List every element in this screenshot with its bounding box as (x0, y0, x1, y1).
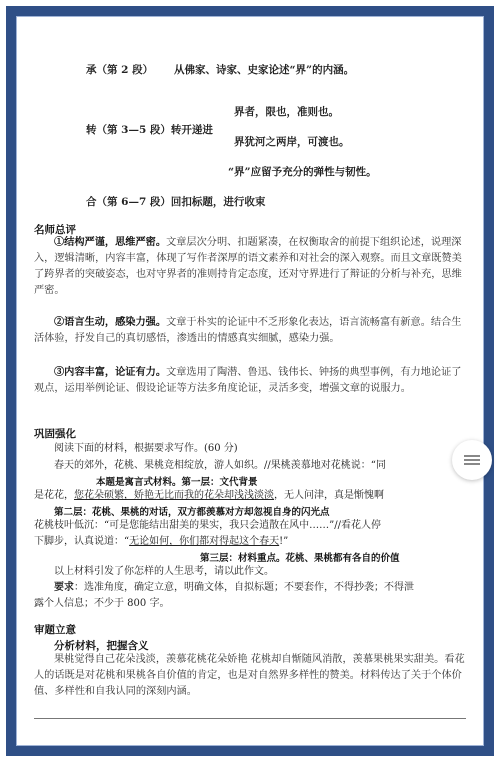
layer-2-note: 第二层：花桃、果桃的对话，双方都羡慕对方却忽视自身的闪光点 (54, 507, 330, 518)
practice-title: 巩固强化 (34, 428, 76, 440)
review-text-2: 文章于朴实的论证中不乏形象化表达，语言流畅富有新意。结合生活体验，抒发自己的真切感悟，渗透出的情感真实细腻，感染力强。 (34, 317, 462, 344)
bottom-divider (34, 718, 466, 719)
zhuan-item-2: 界犹河之两岸，可渡也。 (234, 136, 350, 148)
requirement-text-1: ：选准角度，确定立意，明确文体，自拟标题；不要套作，不得抄袭；不得泄 (74, 582, 414, 593)
cheng-label: 承（第 2 段） (86, 64, 154, 76)
document-page (34, 28, 464, 728)
zhuan-item-3: “界”应留予充分的弹性与韧性。 (228, 166, 377, 178)
review-paragraph-2 (34, 314, 466, 347)
material-line-3: 花桃枝叶低沉：“可是您能结出甜美的果实，我只会逍散在风中……”//看花人停 (34, 520, 381, 531)
hamburger-menu-icon[interactable] (452, 440, 492, 480)
analysis-paragraph: 果桃觉得自己花朵浅淡，羡慕花桃花朵娇艳 花桃却自惭随风消散，羡慕果桃果实甜美。看花人的话既是对花桃和果桃各自价值的肯定，也是对自然界多样性的赞美。材料传达了关于个体价值、多样性和自我认同的深刻内涵。 (34, 654, 465, 697)
material-line-5: 以上材料引发了你怎样的人生思考，请以此作文。 (54, 566, 274, 577)
review-point-1: ①结构严谨，思维严密。 (54, 236, 167, 248)
review-point-3: ③内容丰富，论证有力。 (54, 366, 167, 378)
material-line-1: 春天的郊外，花桃、果桃竞相绽放，游人如织。//果桃羡慕地对花桃说：“同 (54, 460, 386, 471)
review-text-3: 文章选用了陶潜、鲁迅、钱伟长、钟扬的典型事例，有力地论证了观点，运用举例论证、假设论证等方法多角度论证，灵活多变，增强文章的说服力。 (34, 367, 462, 394)
material-line-4-end: !” (279, 536, 289, 547)
review-title: 名师总评 (34, 224, 76, 236)
layer-3-note: 第三层：材料重点。花桃、果桃都有各自的价值 (200, 553, 400, 564)
review-paragraph-3 (34, 364, 466, 397)
material-line-2-start: 是花花， (34, 490, 74, 501)
cheng-description: 从佛家、诗家、史家论述“界”的内涵。 (174, 64, 355, 76)
analysis-title: 审题立意 (34, 624, 76, 636)
review-text-1: 文章层次分明、扣题紧凑，在权衡取舍的前提下组织论述，说理深入，逻辑清晰，内容丰富，体现了写作者深厚的语文素养和对社会的深入观察。而且文章既赞美了跨界者的突破姿态，也对守界者的准则持肯定态度，还对守界进行了辩证的分析与补充，思维严密。 (34, 237, 462, 296)
review-paragraph-1 (34, 234, 466, 299)
zhuan-label: 转（第 3—5 段）转开递进 (86, 124, 213, 136)
requirement-line-2: 露个人信息；不少于 800 字。 (34, 598, 170, 609)
he-label: 合（第 6—7 段）回扣标题，进行收束 (86, 196, 266, 208)
requirement-line-1 (54, 581, 414, 594)
material-line-2 (34, 489, 384, 502)
material-line-4-start: 下脚步，认真说道：“ (34, 536, 130, 547)
material-line-2-underlined: 您花朵硕繁，娇艳无比而我的花朵却浅浅淡淡 (74, 490, 274, 501)
zhuan-item-1: 界者，限也，准则也。 (234, 106, 339, 118)
analysis-subtitle: 分析材料，把握含义 (54, 640, 149, 652)
practice-instruction: 阅读下面的材料，根据要求写作。(60 分) (54, 443, 238, 454)
review-point-2: ②语言生动，感染力强。 (54, 316, 167, 328)
material-line-2-end: ，无人问津，真是惭愧啊 (274, 490, 384, 501)
requirement-label: 要求 (54, 582, 74, 593)
layer-1-note: 本题是寓言式材料。第一层：文代背景 (96, 477, 258, 488)
material-line-4-underlined: 无论如何，你们都对得起这个春天 (129, 536, 280, 547)
material-line-4 (34, 535, 288, 548)
